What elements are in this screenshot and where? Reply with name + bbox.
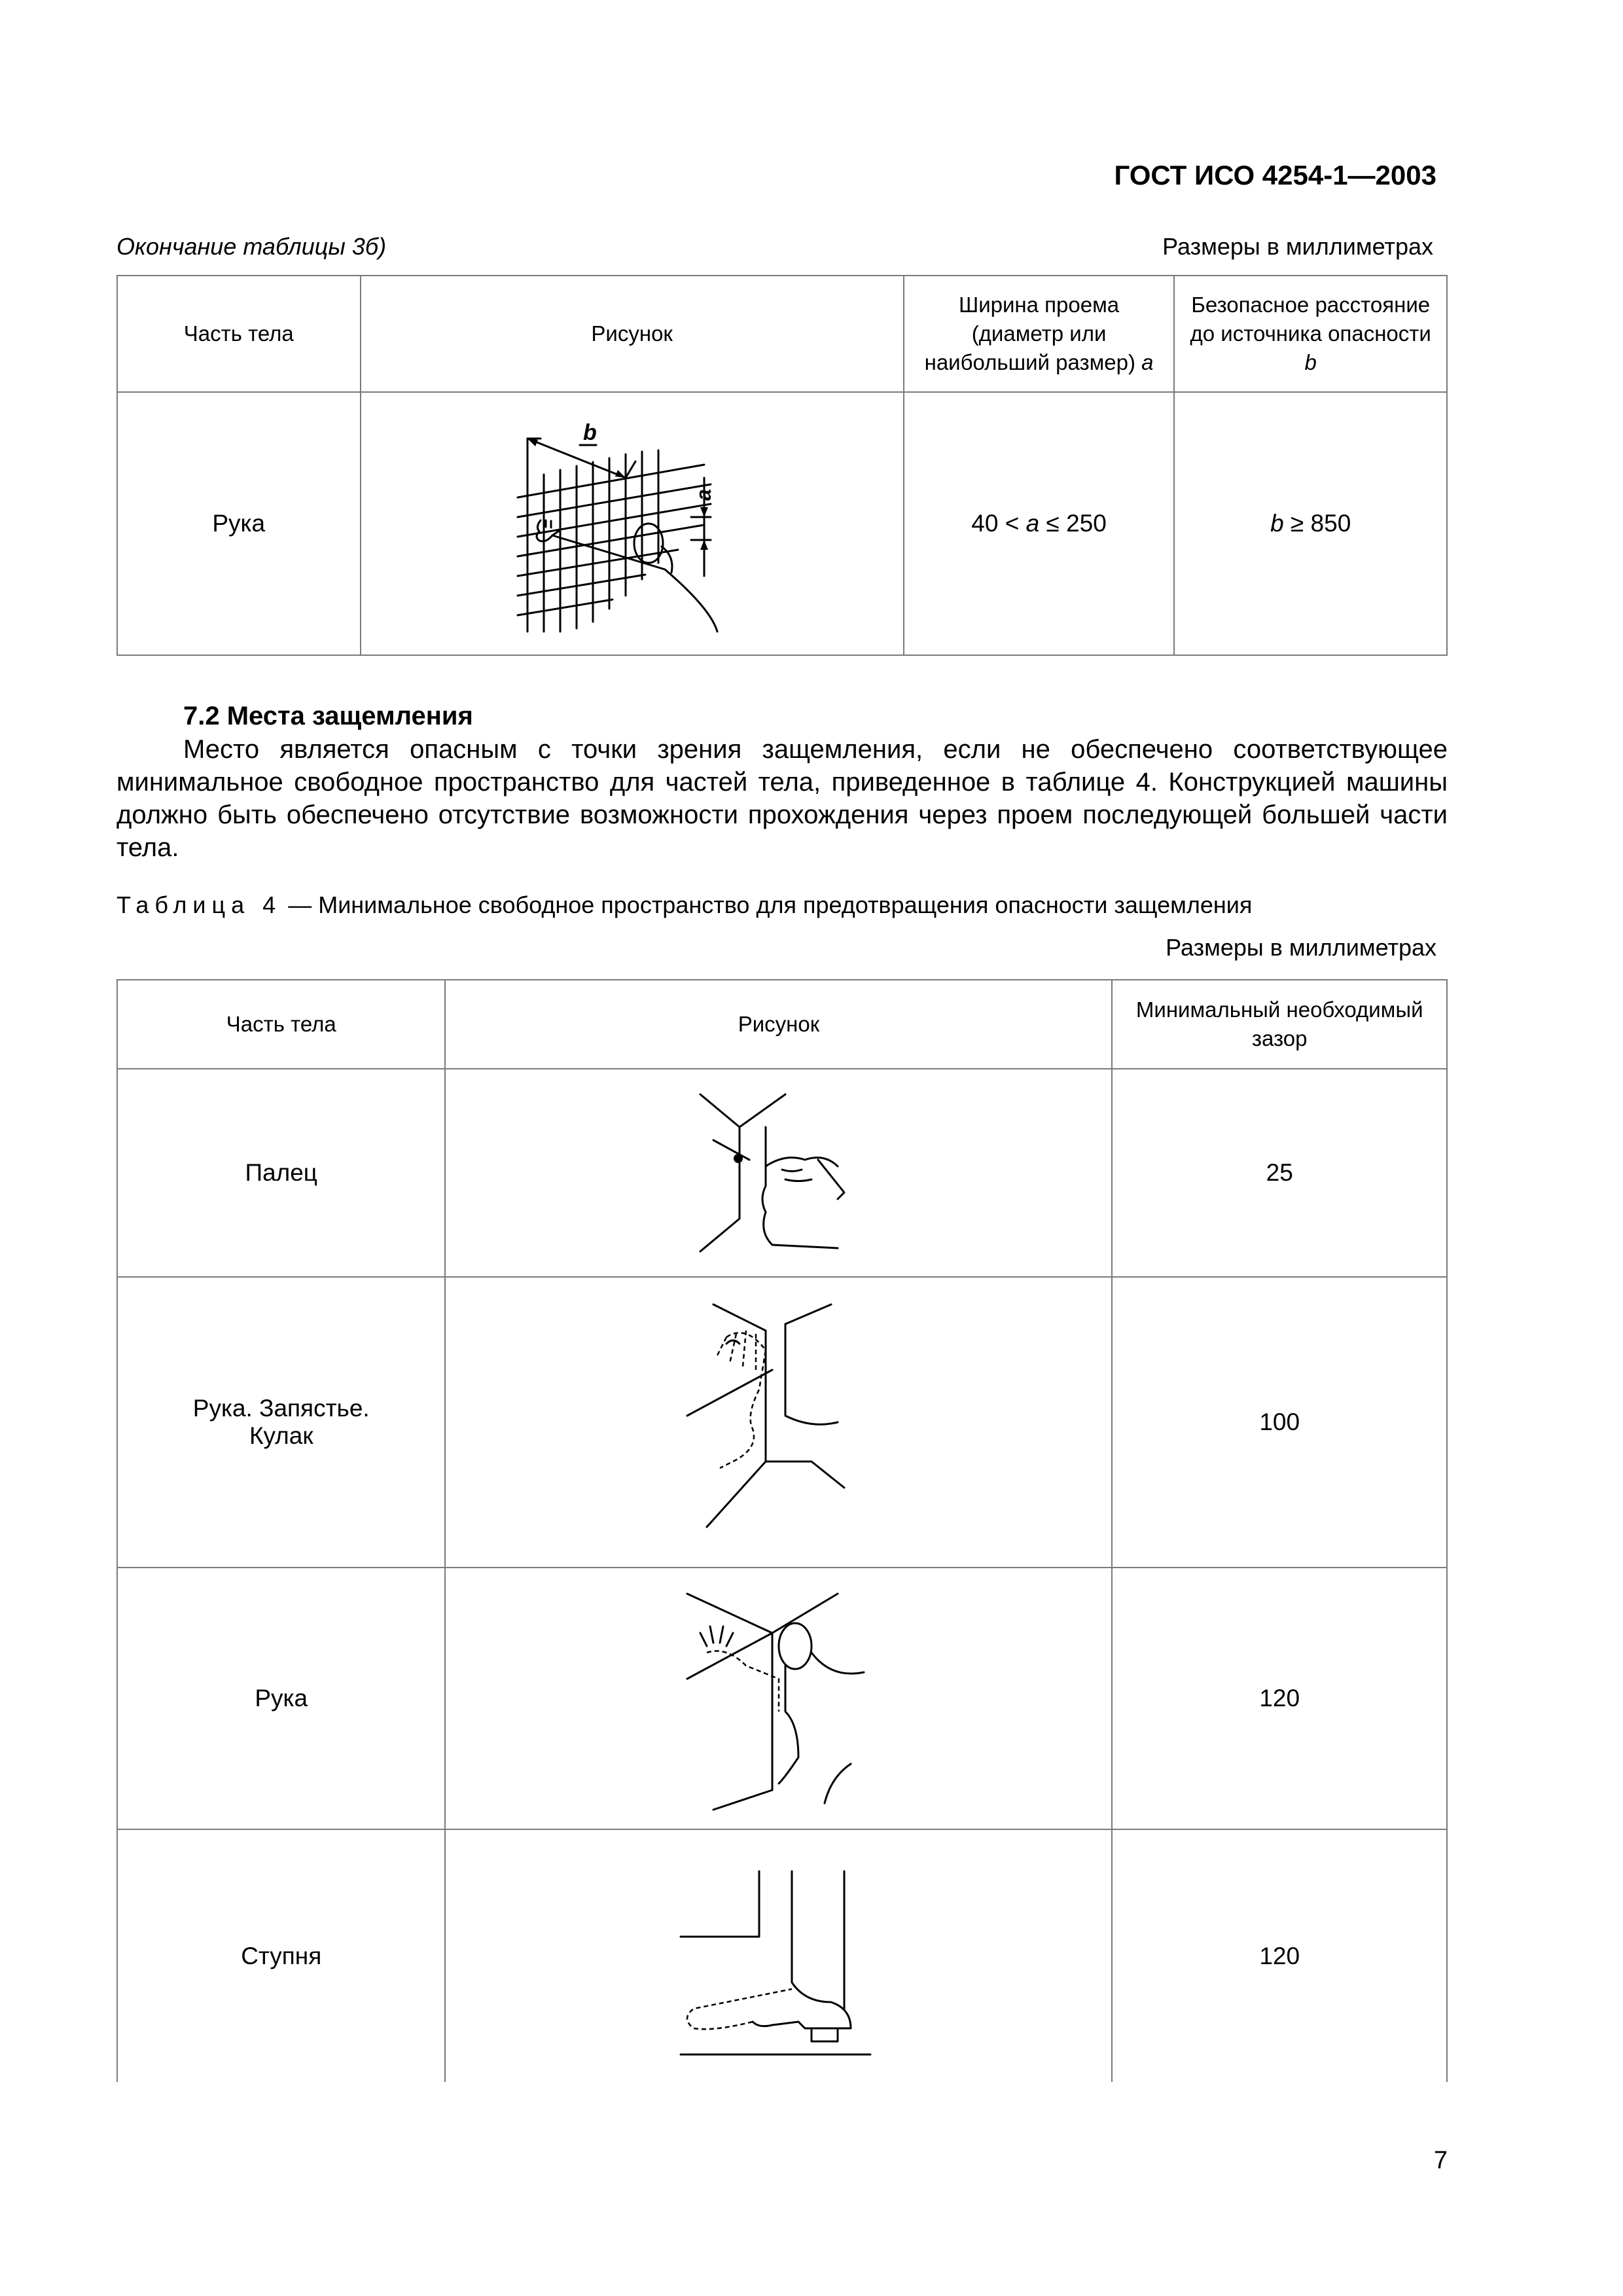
arm-crush-figure — [674, 1581, 883, 1816]
width-lower: 40 < — [971, 510, 1020, 537]
header-min-gap — [1112, 980, 1447, 1069]
header-distance-line1: Безопасное расстояние — [1191, 293, 1431, 317]
table3-units: Размеры в миллиметрах — [1162, 233, 1433, 260]
table3 — [116, 275, 1448, 656]
row-part — [117, 1277, 445, 1568]
table4-units: Размеры в миллиметрах — [1166, 934, 1436, 961]
table3-caption: Окончание таблицы 3б) — [116, 233, 387, 260]
header-gap-line2: зазор — [1251, 1026, 1308, 1050]
header-width-line1: Ширина проема — [958, 293, 1120, 317]
row-min-gap: 100 — [1112, 1277, 1447, 1568]
header-gap-line1: Минимальный необходимый — [1135, 997, 1423, 1022]
header-safety-distance — [1174, 276, 1447, 392]
header-width-line2: (диаметр или — [971, 321, 1107, 346]
width-symbol: a — [1026, 510, 1040, 537]
finger-crush-figure — [687, 1088, 870, 1258]
row-figure — [445, 1277, 1112, 1568]
section-paragraph: Место является опасным с точки зрения защемления, если не обеспечено соответствующее минимальное свободное пространство для частей тела, приведенное в таблице 4. Конструкцией машины должно быть обеспечено отсутствие возможности прохождения через проем последующей большей части тела. — [116, 735, 1448, 862]
distance-value: ≥ 850 — [1290, 510, 1351, 537]
row-figure — [445, 1829, 1112, 2082]
arm-reach-through-grid-figure — [514, 412, 750, 635]
distance-symbol: b — [1270, 510, 1284, 537]
row-part: Рука — [117, 392, 361, 655]
row-part: Ступня — [117, 1829, 445, 2082]
table-row — [117, 1829, 1447, 2082]
table4-caption-label: Таблица 4 — [116, 891, 282, 918]
table4-caption — [116, 891, 1252, 919]
table4-caption-text: — Минимальное свободное пространство для предотвращения опасности защемления — [288, 891, 1253, 918]
header-distance-symbol: b — [1304, 350, 1317, 374]
row-figure — [361, 392, 904, 655]
table-row — [117, 1069, 1447, 1277]
dimension-b — [527, 420, 635, 478]
table4 — [116, 979, 1448, 2082]
fig-label-b: b — [582, 420, 597, 445]
header-opening-width — [904, 276, 1175, 392]
table3-header-row — [117, 276, 1447, 392]
width-upper: ≤ 250 — [1046, 510, 1107, 537]
header-part: Часть тела — [117, 276, 361, 392]
table4-header-row — [117, 980, 1447, 1069]
document-header: ГОСТ ИСО 4254-1—2003 — [1114, 160, 1436, 190]
row-part: Рука — [117, 1568, 445, 1829]
header-part: Часть тела — [117, 980, 445, 1069]
header-width-line3: наибольший размер) — [924, 350, 1135, 374]
row-safety-distance — [1174, 392, 1447, 655]
row-min-gap: 120 — [1112, 1829, 1447, 2082]
header-width-symbol: a — [1141, 350, 1154, 374]
table-row — [117, 1277, 1447, 1568]
page-number: 7 — [1433, 2147, 1448, 2174]
grid-mesh — [518, 439, 711, 632]
row-figure — [445, 1568, 1112, 1829]
hand-wrist-crush-figure — [681, 1298, 877, 1547]
table-row — [117, 1568, 1447, 1829]
row-figure — [445, 1069, 1112, 1277]
part-line2: Кулак — [249, 1422, 313, 1449]
row-opening-width — [904, 392, 1175, 655]
part-line1: Рука. Запястье. — [192, 1395, 370, 1422]
section-heading: 7.2 Места защемления — [183, 702, 473, 730]
header-figure: Рисунок — [445, 980, 1112, 1069]
row-part: Палец — [117, 1069, 445, 1277]
row-min-gap: 120 — [1112, 1568, 1447, 1829]
table-row — [117, 392, 1447, 655]
foot-crush-figure — [674, 1852, 883, 2061]
header-distance-line2: до источника опасности — [1190, 321, 1431, 346]
row-min-gap: 25 — [1112, 1069, 1447, 1277]
fig-label-a: a — [691, 489, 715, 501]
header-figure: Рисунок — [361, 276, 904, 392]
